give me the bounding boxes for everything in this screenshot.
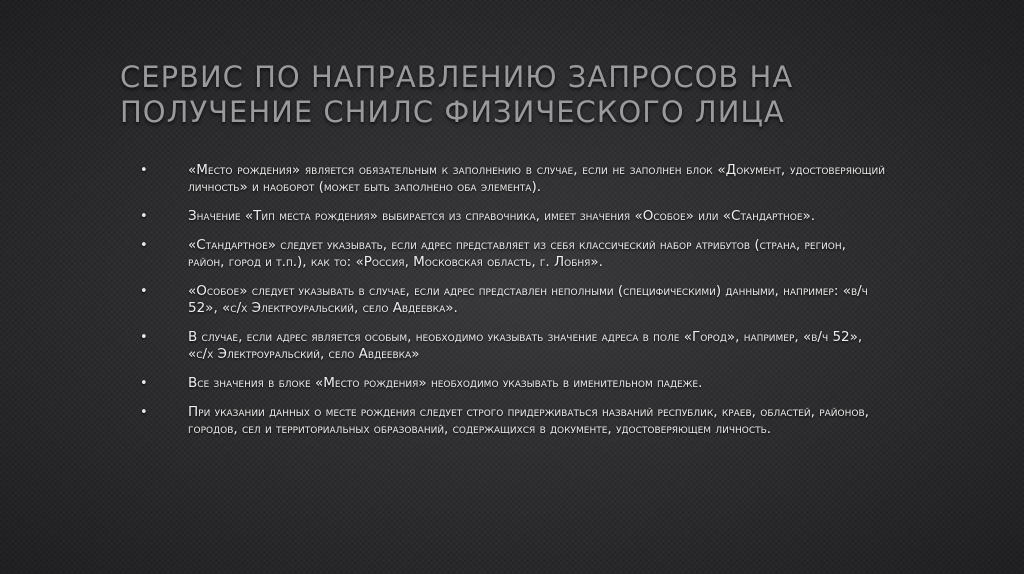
bullet-marker-icon: • <box>140 376 148 391</box>
bullet-list <box>140 162 885 450</box>
bullet-marker-icon: • <box>140 209 148 224</box>
bullet-text: Все значения в блоке «Место рождения» необходимо указывать в именительном падеже. <box>188 375 703 391</box>
bullet-text: В случае, если адрес является особым, необходимо указывать значение адреса в поле «Город», например, «в/ч 52», «с/х Электроуральский, село Авдеевка» <box>188 329 863 362</box>
slide-title: СЕРВИС ПО НАПРАВЛЕНИЮ ЗАПРОСОВ НА ПОЛУЧЕНИЕ СНИЛС ФИЗИЧЕСКОГО ЛИЦА <box>120 60 794 129</box>
bullet-item <box>140 404 885 438</box>
bullet-marker-icon: • <box>140 330 148 345</box>
bullet-marker-icon: • <box>140 163 148 178</box>
bullet-item <box>140 375 885 392</box>
bullet-text: «Место рождения» является обязательным к заполнению в случае, если не заполнен блок «Документ, удостоверяющий личность» и наоборот (может быть заполнено оба элемента). <box>188 162 885 195</box>
bullet-marker-icon: • <box>140 238 148 253</box>
bullet-text: «Стандартное» следует указывать, если адрес представляет из себя классический набор атрибутов (страна, регион, район, город и т.п.), как то: «Россия, Московская область, г. Лобня». <box>188 237 846 270</box>
bullet-text: При указании данных о месте рождения следует строго придерживаться названий республик, краев, областей, районов, городов, сел и территориальных образований, содержащихся в документе, удостоверяющем личность. <box>188 404 869 437</box>
bullet-item <box>140 237 885 271</box>
bullet-item <box>140 283 885 317</box>
bullet-marker-icon: • <box>140 284 148 299</box>
bullet-text: «Особое» следует указывать в случае, если адрес представлен неполными (специфическими) данными, например: «в/ч 52», «с/х Электроуральский, село Авдеевка». <box>188 283 868 316</box>
bullet-item <box>140 329 885 363</box>
bullet-text: Значение «Тип места рождения» выбирается из справочника, имеет значения «Особое» или «Стандартное». <box>188 208 816 224</box>
bullet-item <box>140 208 885 225</box>
bullet-marker-icon: • <box>140 405 148 420</box>
bullet-item <box>140 162 885 196</box>
